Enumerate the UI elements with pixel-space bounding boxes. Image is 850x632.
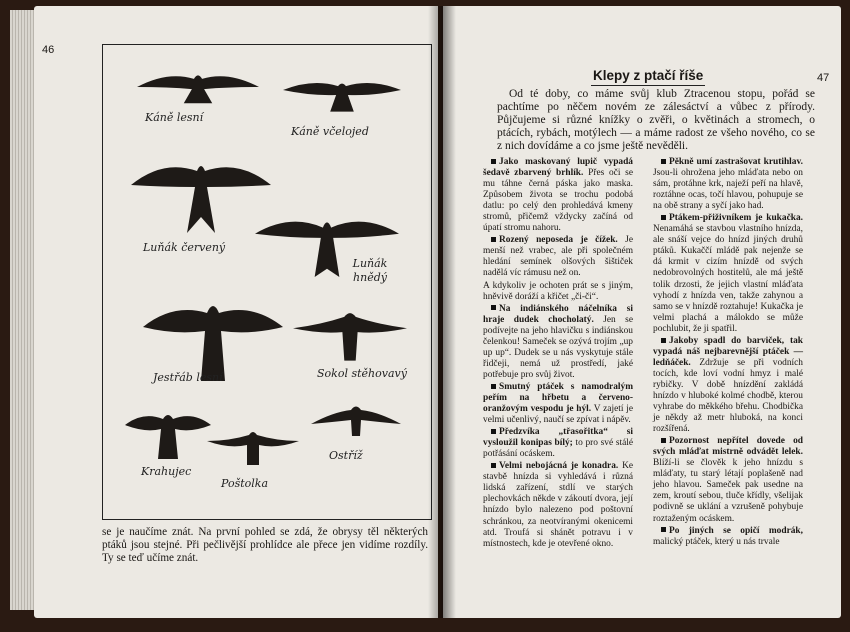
article-intro: Od té doby, co máme svůj klub Ztracenou stopu, pořád se pachtíme po něčem novém ze zálesáctví a vůbec z přírody. Půjčujeme si různé knížky o zvěři, o květinách a stromech, o ptácích, rybách, motýlech — a máme radost ze všeho nového, co se z nich dovídáme a co jsme ještě nevěděli.: [497, 88, 815, 152]
paragraph: A kdykoliv je ochoten prát se s jiným, hněvivě doráží a křičet „či-či“.: [483, 280, 633, 302]
label-postolka: Poštolka: [221, 477, 269, 490]
bird-silhouette-kane-vcelojed: [283, 71, 401, 113]
bullet-square-icon: [491, 305, 496, 310]
bird-silhouette-lunak-cerveny: [131, 147, 271, 235]
label-sokol-stehovavy: Sokol stěhovavý: [317, 367, 407, 380]
bird-silhouette-sokol-stehovavy: [293, 303, 407, 365]
book-spine-gutter: [428, 6, 456, 618]
page-edges: [10, 10, 36, 610]
bullet-square-icon: [661, 527, 666, 532]
figure-caption-text: se je naučíme znát. Na první pohled se zdá, že obrysy těl některých ptáků jsou stejné. Při pečlivější prohlídce ale přece jen vidíme rozdíly. Ty se teď učíme znát.: [102, 526, 428, 564]
bullet-square-icon: [491, 237, 496, 242]
label-kane-lesni: Káně lesní: [145, 111, 204, 124]
bird-silhouette-krahujec: [125, 407, 211, 461]
bullet-square-icon: [661, 438, 666, 443]
paragraph: Jakoby spadl do barviček, tak vypadá náš nejbarevnější ptáček — ledňáček. Zdržuje se při vodních tocích, kde loví vodní hmyz i malé rybičky. V době hnízdění zakládá hnízdo v hluboké kolmé chodbě, kterou vyhrabe do měkkého břehu. Chodbička je někdy až metr hluboká, na konci rozšířená.: [653, 335, 803, 435]
paragraph: Pozornost nepřítel dovede od svých mláďat mistrně odvádět lelek. Blíží-li se člověk k jeho hnízdu s mláďaty, tu starý létají poplašeně nad jeho hlavou. Sameček pak usedne na zem, kroutí sebou, tluče křídly, všelijak podivně se uklání a vzrušeně pohybuje roztaženým ocáskem.: [653, 436, 803, 524]
bird-silhouette-ostriz: [311, 401, 401, 439]
paragraph: Rozený neposeda je čížek. Je menší než vrabec, ale při společném hledání semínek olšových šištiček nadělá víc rámusu než on.: [483, 235, 633, 279]
bird-silhouettes-figure: [102, 44, 432, 520]
text-column-right: [653, 157, 803, 549]
bullet-square-icon: [491, 463, 496, 468]
text-column-left: [483, 157, 633, 551]
bird-silhouette-kane-lesni: [137, 63, 259, 107]
bullet-square-icon: [661, 215, 666, 220]
paragraph: Smutný ptáček s namodralým peřím na hřbetu a červeno-oranžovým vespodu je hýl. V zajetí je velmi učenlivý, naučí se zpívat i nápěv.: [483, 381, 633, 426]
paragraph: Ptákem-přiživníkem je kukačka. Nenamáhá se stavbou vlastního hnízda, ale snáší vejce do hnízd jiných druhů ptáků. Kukaččí mládě pak nejenže se dá krmit v cizím hnízdě od svých nedobrovolných hostitelů, ale má ještě tolik drzosti, že jejich vlastní mláďata vyhodí z hnízda ven, takže zahynou a samo se v hnízdě roztahuje! Kukačka je velmi plachá a málokdo se může pochlubit, že ji spatřil.: [653, 213, 803, 334]
paragraph: Po jiných se opičí modrák, malický ptáček, který u nás trvale: [653, 525, 803, 547]
bullet-square-icon: [491, 384, 496, 389]
bird-silhouette-postolka: [207, 427, 299, 467]
label-lunak-hnedy: Luňák hnědý: [352, 257, 388, 284]
paragraph: Předzvíka „třasořitka“ si vysloužil konipas bílý; to pro své stálé potřásání ocáskem.: [483, 427, 633, 460]
paragraph: Pěkně umí zastrašovat krutihlav. Jsou-li ohrožena jeho mláďata nebo on sám, protáhne krk, naježí peří na hlavě, roztáhne ocas, točí hlavou, pohupuje se na obě strany a syčí jako had.: [653, 157, 803, 212]
label-ostriz: Ostříž: [329, 449, 363, 462]
left-page: [34, 6, 438, 618]
page-number-right: 47: [817, 72, 830, 84]
label-jestrab-lesni: Jestřáb lesní: [153, 371, 223, 384]
label-lunak-cerveny: Luňák červený: [143, 241, 226, 254]
bullet-square-icon: [491, 429, 496, 434]
paragraph: Na indiánského náčelníka si hraje dudek chocholatý. Jen se podívejte na jeho hlavičku s indiánskou čelenkou! Sameček se ozývá trojím „up up up“. Dudek se u nás vyskytuje stále řidčeji, nemá už prostředí, jaké potřebuje pro svůj život.: [483, 303, 633, 380]
paragraph: Jako maskovaný lupič vypadá šedavě zbarvený brhlík. Přes oči se mu táhne černá páska jako maska. Způsobem života se trochu podobá datlu: po celý den prohledává kmeny stromů, přičemž vždycky začíná od úpatí stromu nahoru.: [483, 157, 633, 234]
right-page: [443, 6, 841, 618]
bullet-square-icon: [661, 338, 666, 343]
bullet-square-icon: [491, 159, 496, 164]
bullet-square-icon: [661, 159, 666, 164]
label-kane-vcelojed: Káně včelojed: [291, 125, 369, 138]
label-krahujec: Krahujec: [141, 465, 192, 478]
page-number-left: 46: [42, 44, 55, 56]
paragraph: Velmi nebojácná je konadra. Ke stavbě hnízda si vyhledává i různá lidská zařízení, stdlí ve starých plechovkách někde v zákoutí dvora, její hnízdo bylo nalezeno pod poštovní schránkou, za neotvíranými okenicemi atd. Troufá si shánět potravu i v místnostech, kde je otevřené okno.: [483, 461, 633, 549]
article-title: Klepy z ptačí říše: [591, 68, 705, 86]
